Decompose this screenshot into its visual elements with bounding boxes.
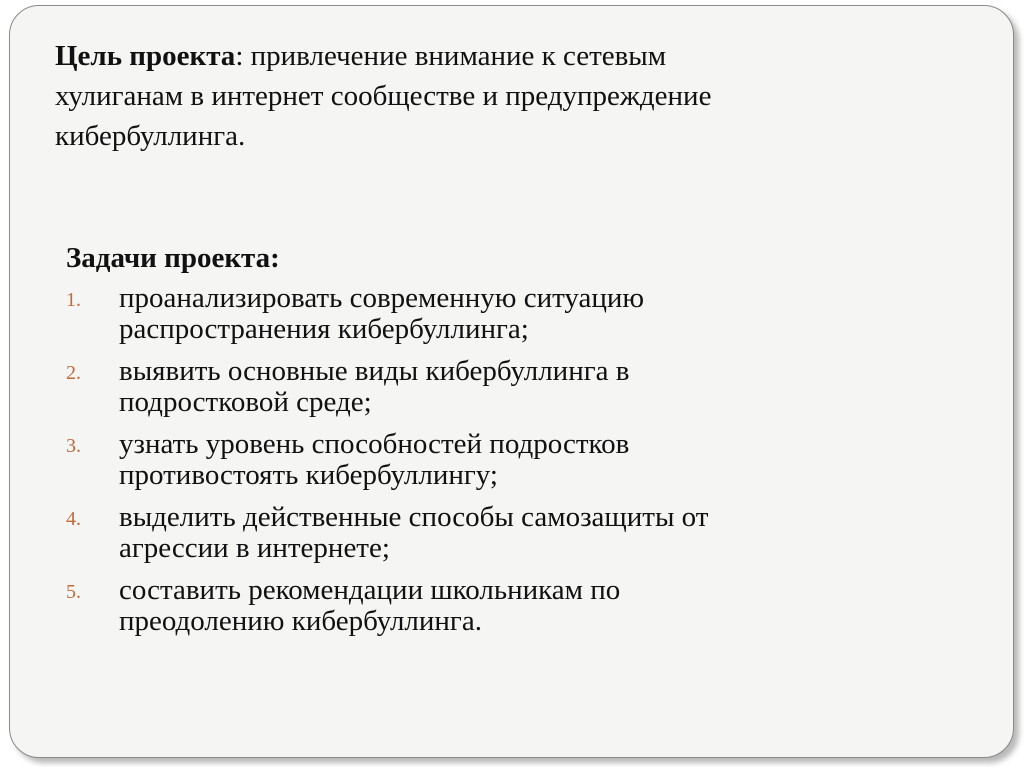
goal-separator: : (235, 40, 244, 72)
task-line-1: составить рекомендации школьникам по (119, 574, 621, 606)
goal-text-part-1: привлечение внимание к сетевым (243, 40, 667, 72)
goal-line-2: хулиганам в интернет сообществе и предупреждение (55, 80, 712, 112)
task-line-2: противостоять кибербуллингу; (119, 459, 498, 491)
task-line-2: распространения кибербуллинга; (119, 313, 529, 345)
task-line-2: агрессии в интернете; (119, 532, 390, 564)
task-line-1: выявить основные виды кибербуллинга в (119, 355, 630, 387)
task-line-1: узнать уровень способностей подростков (119, 428, 630, 460)
task-line-2: подростковой среде; (119, 386, 372, 418)
project-goal (55, 36, 855, 156)
task-number: 4. (66, 508, 81, 530)
task-line-1: выделить действенные способы самозащиты от (119, 501, 709, 533)
task-number: 3. (66, 435, 81, 457)
task-item-5 (66, 575, 846, 637)
task-item-4 (66, 502, 846, 564)
task-item-3 (66, 429, 846, 491)
goal-line-1 (55, 36, 855, 76)
task-item-2 (66, 356, 846, 418)
task-line-1: проанализировать современную ситуацию (119, 282, 645, 314)
goal-line-3: кибербуллинга. (55, 120, 246, 152)
task-item-1 (66, 283, 846, 345)
task-number: 2. (66, 362, 81, 384)
task-line-2: преодолению кибербуллинга. (119, 605, 482, 637)
goal-label: Цель проекта (55, 40, 236, 72)
tasks-list (66, 283, 846, 648)
task-number: 1. (66, 289, 81, 311)
tasks-title: Задачи проекта: (66, 242, 280, 274)
task-number: 5. (66, 581, 81, 603)
